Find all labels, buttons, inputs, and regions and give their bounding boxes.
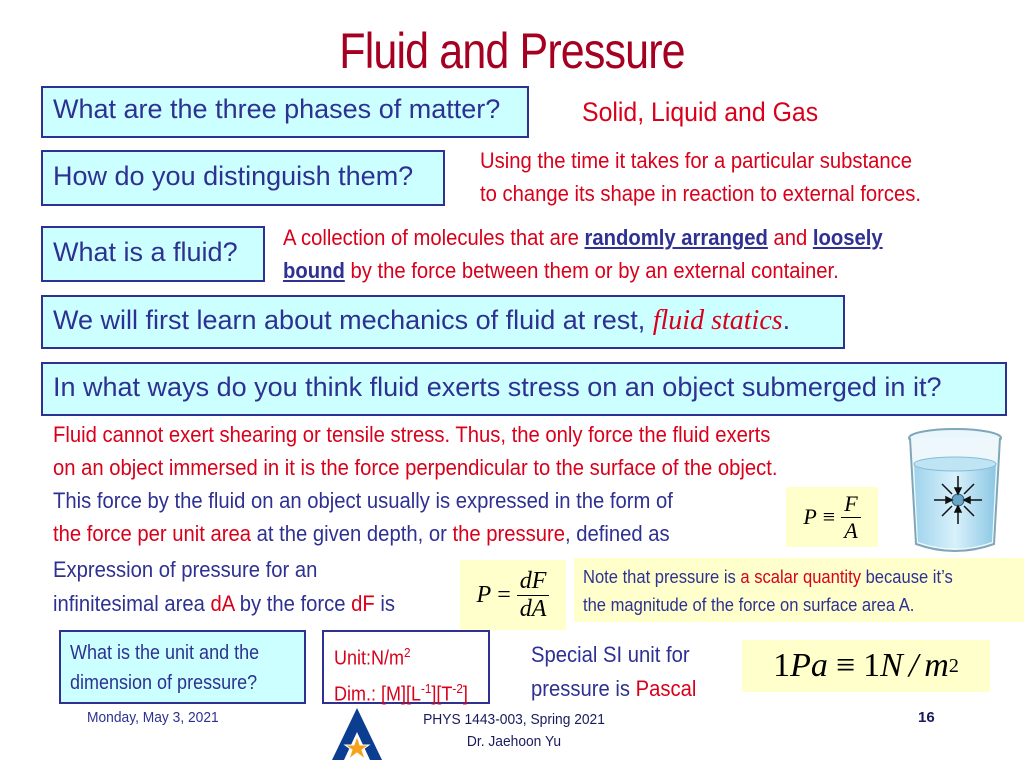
answer-fluid-randomly-arranged: randomly arranged (584, 225, 768, 250)
unit-question-line1: What is the unit and the (70, 642, 260, 664)
answer-fluid-loosely: loosely (812, 225, 883, 250)
stress-line3: This force by the fluid on an object usually is expressed in the form of (53, 488, 673, 513)
si-pascal: Pascal (635, 676, 697, 701)
formula2-num: dF (517, 568, 550, 596)
infinitesimal-text (53, 553, 395, 621)
pascal-sup: 2 (948, 654, 959, 677)
infinitesimal-l2a: infinitesimal area (53, 591, 211, 616)
stress-line4-blue1: at the given depth, or (251, 521, 453, 546)
unit-question-line2: dimension of pressure? (70, 672, 258, 694)
stress-line1: Fluid cannot exert shearing or tensile stress. Thus, the only force the fluid exerts (53, 422, 771, 447)
footer-date: Monday, May 3, 2021 (87, 709, 219, 726)
stress-line4 (53, 517, 778, 550)
formula1-lhs: P (803, 504, 817, 529)
question-distinguish-box (41, 150, 445, 206)
si-unit-text (531, 638, 696, 706)
fluid-statics-em: fluid statics (652, 305, 783, 336)
question-phases-box (41, 86, 529, 138)
beaker-illustration (900, 424, 1010, 560)
footer-course (391, 709, 638, 753)
answer-distinguish-line2: to change its shape in reaction to external forces. (480, 181, 922, 206)
answer-phases: Solid, Liquid and Gas (582, 97, 819, 127)
answer-fluid-and: and (767, 225, 813, 250)
answer-distinguish-line1: Using the time it takes for a particular substance (480, 148, 912, 173)
pascal-pa: Pa (790, 647, 828, 684)
note-line1 (583, 563, 980, 591)
answer-fluid-post: by the force between them or by an external container. (344, 258, 839, 283)
unit-answer-dim-c: ] (462, 683, 468, 706)
stress-question-text: In what ways do you think fluid exerts stress on an object submerged in it? (53, 372, 942, 402)
question-fluid-box (41, 226, 265, 282)
fluid-statics-box (41, 295, 845, 349)
formula1-op: ≡ (822, 504, 836, 529)
infinitesimal-l2e: is (374, 591, 396, 616)
infinitesimal-l2c: by the force (234, 591, 352, 616)
formula-pascal (742, 640, 990, 692)
formula1-num: F (841, 491, 860, 518)
fluid-statics-text: We will first learn about mechanics of fluid at rest, (53, 305, 653, 335)
pascal-m: m (924, 647, 949, 684)
note-line2: the magnitude of the force on surface area A. (583, 595, 915, 615)
infinitesimal-line2 (53, 587, 395, 621)
answer-fluid-line1 (283, 221, 883, 254)
slide-title: Fluid and Pressure (339, 23, 685, 79)
answer-distinguish (480, 144, 921, 210)
page-number: 16 (918, 709, 935, 726)
formula2-op: = (497, 581, 511, 608)
note-post: because it’s (860, 567, 953, 587)
infinitesimal-dF: dF (351, 591, 375, 616)
unit-question-box (59, 630, 306, 704)
unit-answer-sup: 2 (404, 645, 411, 660)
stress-line4-blue2: , defined as (564, 521, 670, 546)
unit-answer-dim-a: Dim.: [M][L (334, 683, 422, 706)
stress-line4-red1: the force per unit area (53, 521, 252, 546)
unit-answer-dim-b: ][T (431, 683, 453, 706)
note-box (574, 558, 1024, 622)
si-line1: Special SI unit for (531, 642, 690, 667)
question-fluid-text: What is a fluid? (53, 237, 238, 267)
pascal-one-b: 1 (863, 647, 881, 684)
note-scalar: a scalar quantity (740, 567, 861, 587)
university-logo-icon (330, 706, 384, 760)
unit-answer-box (322, 630, 490, 704)
question-phases-text: What are the three phases of matter? (53, 94, 501, 124)
formula-pressure-def (786, 487, 878, 547)
infinitesimal-line1: Expression of pressure for an (53, 557, 318, 582)
formula1-den: A (844, 517, 858, 543)
unit-answer-unit: Unit:N/m (334, 647, 405, 670)
unit-answer-line2 (334, 674, 468, 710)
answer-fluid-line2 (283, 254, 883, 287)
unit-answer-dim-sup2: -2 (452, 680, 463, 696)
formula2-fraction (517, 568, 550, 623)
si-line2 (531, 672, 696, 706)
footer-course-name: PHYS 1443-003, Spring 2021 (423, 711, 605, 728)
unit-answer-dim-sup1: -1 (421, 680, 432, 696)
si-line2-pre: pressure is (531, 676, 636, 701)
question-distinguish-text: How do you distinguish them? (53, 161, 414, 191)
formula2-den: dA (519, 595, 547, 622)
answer-fluid (283, 221, 883, 287)
formula-pressure-diff (460, 560, 566, 630)
footer-author: Dr. Jaehoon Yu (466, 733, 562, 750)
answer-fluid-pre: A collection of molecules that are (283, 225, 585, 250)
pascal-slash: / (908, 647, 919, 684)
pascal-n: N (880, 647, 903, 684)
formula2-lhs: P (476, 581, 492, 608)
stress-explanation (53, 418, 778, 550)
pascal-equiv: ≡ (835, 647, 856, 684)
formula1-fraction (841, 491, 860, 544)
unit-answer-line1 (334, 638, 464, 674)
pascal-one-a: 1 (773, 647, 791, 684)
note-pre: Note that pressure is (583, 567, 741, 587)
stress-line2: on an object immersed in it is the force perpendicular to the surface of the object. (53, 455, 778, 480)
infinitesimal-dA: dA (210, 591, 235, 616)
fluid-statics-end: . (782, 305, 791, 335)
stress-line4-red2: the pressure (452, 521, 565, 546)
answer-fluid-bound: bound (283, 258, 345, 283)
stress-question-box (41, 362, 1007, 416)
